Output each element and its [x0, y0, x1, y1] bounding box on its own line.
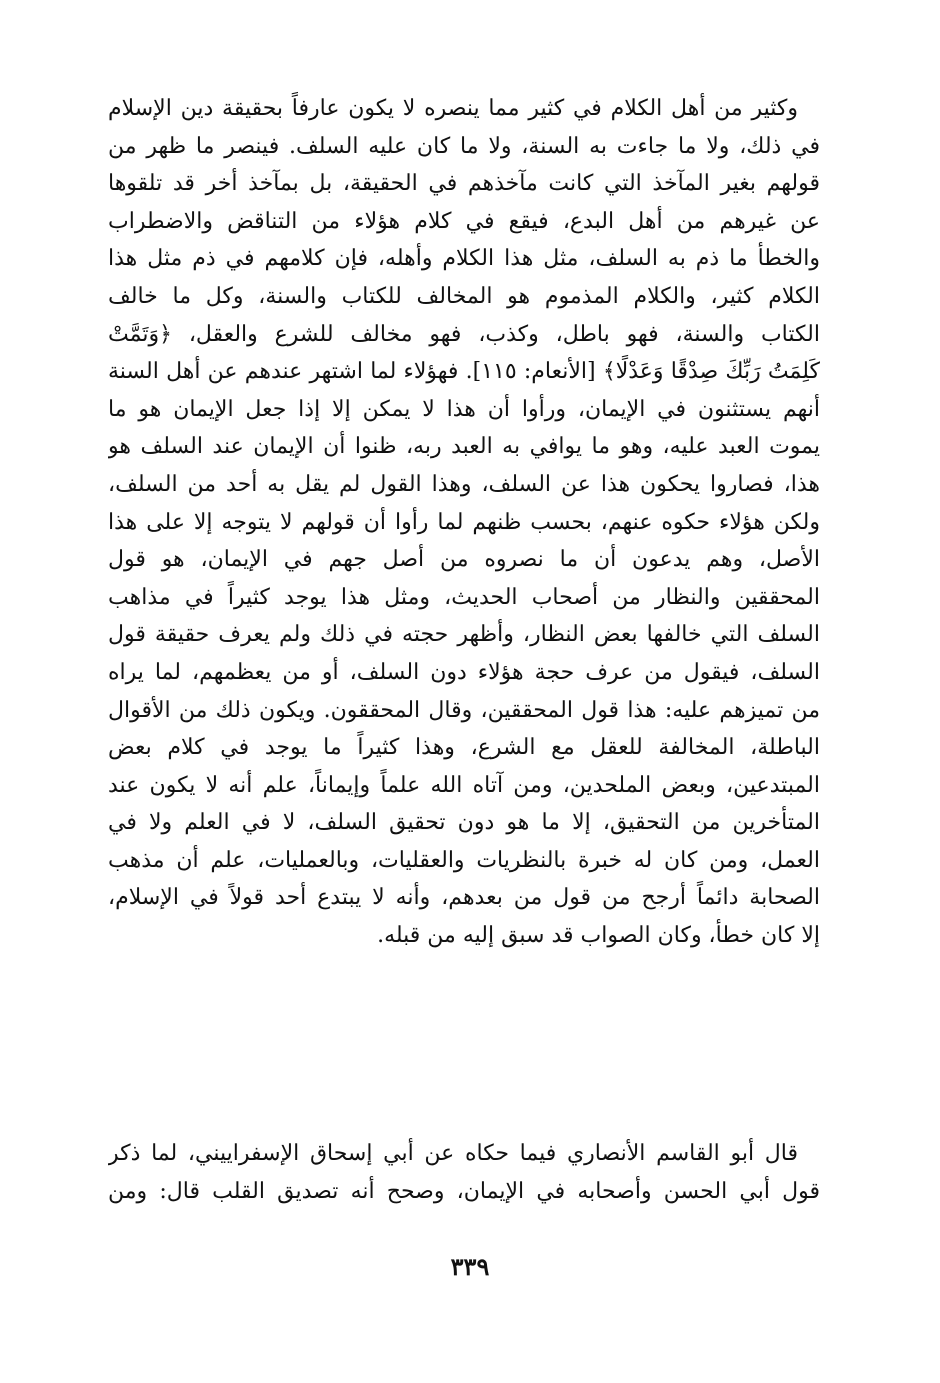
text-line: أنهم يستثنون في الإيمان، ورأوا أن هذا لا يمكن إلا إذا جعل الإيمان هو ما	[108, 396, 820, 422]
paragraph-2	[108, 1135, 820, 1210]
text-line: الأصل، وهم يدعون أن ما نصروه من أصل جهم في الإيمان، هو قول	[108, 547, 820, 573]
page-number: ٣٣٩	[450, 1252, 490, 1281]
text-line: والخطأ ما ذم به السلف، مثل هذا الكلام وأهله، فإن كلامهم في ذم مثل هذا	[108, 246, 820, 272]
text-line: يموت العبد عليه، وهو ما يوافي به العبد ربه، ظنوا أن الإيمان عند السلف هو	[108, 434, 820, 460]
text-line: المحققين والنظار من أصحاب الحديث، ومثل هذا يوجد كثيراً في مذاهب	[108, 584, 820, 610]
text-line: المبتدعين، وبعض الملحدين، ومن آتاه الله علماً وإيماناً، علم أنه لا يكون عند	[108, 772, 820, 798]
text-line: هذا، فصاروا يحكون هذا عن السلف، وهذا القول لم يقل به أحد من السلف،	[108, 471, 820, 497]
text-line: المتأخرين من التحقيق، إلا ما هو دون تحقيق السلف، لا في العلم ولا في	[108, 810, 820, 836]
text-line: إلا كان خطأ، وكان الصواب قد سبق إليه من قبله.	[377, 923, 820, 949]
text-line: قول أبي الحسن وأصحابه في الإيمان، وصحح أنه تصديق القلب قال: ومن	[108, 1178, 820, 1204]
text-line: السلف، فيقول من عرف حجة هؤلاء دون السلف، أو من يعظمهم، لما يراه	[108, 659, 820, 685]
text-line: قال أبو القاسم الأنصاري فيما حكاه عن أبي إسحاق الإسفراييني، لما ذكر	[108, 1141, 798, 1166]
text-line: قولهم بغير المآخذ التي كانت مآخذهم في الحقيقة، بل بمآخذ أخر قد تلقوها	[108, 171, 820, 197]
text-line: الصحابة دائماً أرجح من قول من بعدهم، وأنه لا يبتدع أحد قولاً في الإسلام،	[108, 885, 820, 911]
paragraph-1	[108, 90, 820, 955]
text-line: السلف التي خالفها بعض النظار، وأظهر حجته في ذلك ولم يعرف حقيقة قول	[108, 622, 820, 648]
text-line: عن غيرهم من أهل البدع، فيقع في كلام هؤلاء من التناقض والاضطراب	[108, 208, 820, 234]
text-line: في ذلك، ولا ما جاءت به السنة، ولا ما كان عليه السلف. فينصر ما ظهر من	[108, 133, 820, 159]
text-line: الكتاب والسنة، فهو باطل، وكذب، فهو مخالف للشرع والعقل، ﴿وَتَمَّتْ	[108, 321, 820, 347]
text-line: كَلِمَتُ رَبِّكَ صِدْقًا وَعَدْلًا﴾ [الأنعام: ١١٥]. فهؤلاء لما اشتهر عندهم عن أهل السنة	[108, 359, 820, 385]
text-line: من تميزهم عليه: هذا قول المحققين، وقال المحققون. ويكون ذلك من الأقوال	[108, 697, 820, 723]
text-line: وكثير من أهل الكلام في كثير مما ينصره لا يكون عارفاً بحقيقة دين الإسلام	[108, 96, 798, 121]
text-line: العمل، ومن كان له خبرة بالنظريات والعقليات، وبالعمليات، علم أن مذهب	[108, 847, 820, 873]
text-line: الكلام كثير، والكلام المذموم هو المخالف للكتاب والسنة، وكل ما خالف	[108, 283, 820, 309]
text-line: ولكن هؤلاء حكوه عنهم، بحسب ظنهم لما رأوا أن قولهم لا يتوجه إلا على هذا	[108, 509, 820, 535]
text-line: الباطلة، المخالفة للعقل مع الشرع، وهذا كثيراً ما يوجد في كلام بعض	[108, 735, 820, 761]
